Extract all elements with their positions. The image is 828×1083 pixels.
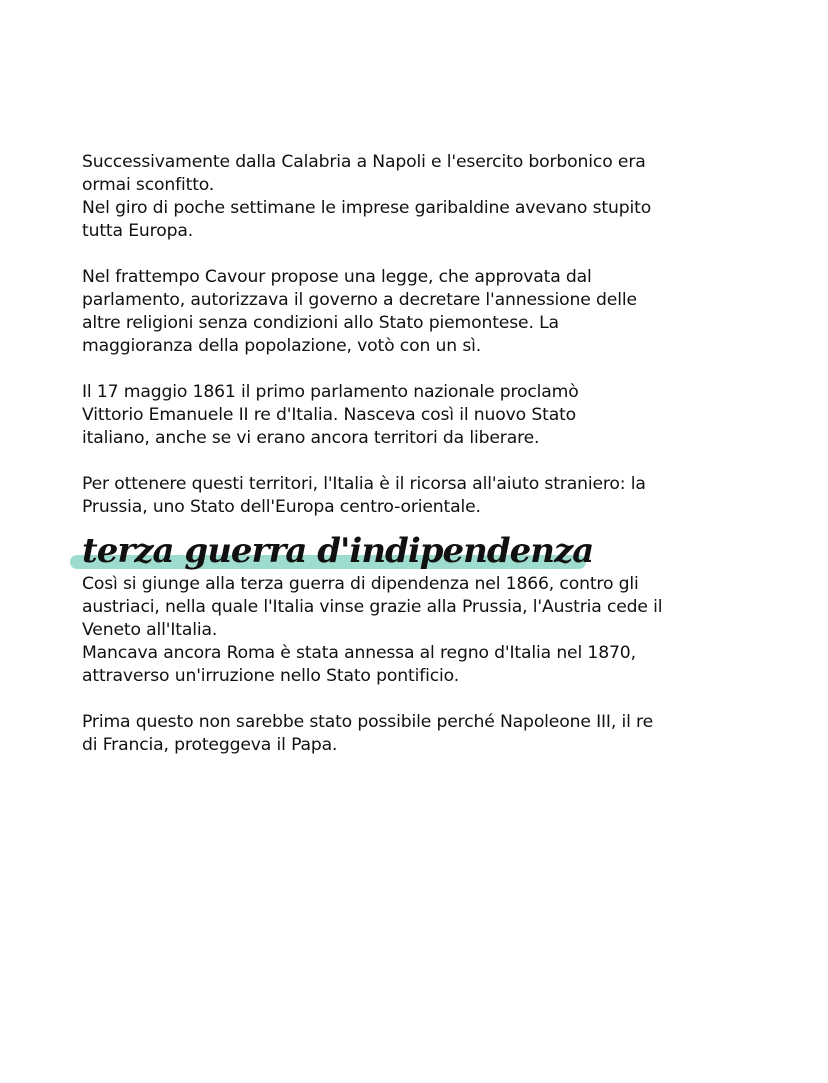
text-line: maggioranza della popolazione, votò con un sì. — [82, 336, 482, 356]
text-line: austriaci, nella quale l'Italia vinse grazie alla Prussia, l'Austria cede il — [82, 597, 663, 617]
text-line: Mancava ancora Roma è stata annessa al regno d'Italia nel 1870, — [82, 643, 636, 663]
section-heading — [82, 529, 762, 579]
text-line: Prussia, uno Stato dell'Europa centro-orientale. — [82, 497, 481, 517]
paragraph-prussia — [82, 473, 762, 519]
text-line: Nel frattempo Cavour propose una legge, che approvata dal — [82, 267, 592, 287]
text-line: Nel giro di poche settimane le imprese garibaldine avevano stupito — [82, 198, 652, 218]
text-line: Veneto all'Italia. — [82, 620, 218, 640]
paragraph-napoleon — [82, 711, 762, 757]
text-line: Vittorio Emanuele II re d'Italia. Nasceva così il nuovo Stato — [82, 405, 577, 425]
document-page — [82, 151, 762, 780]
paragraph-garibaldi — [82, 151, 762, 243]
text-line: di Francia, proteggeva il Papa. — [82, 735, 338, 755]
text-line: ormai sconfitto. — [82, 175, 215, 195]
text-line: Così si giunge alla terza guerra di dipendenza nel 1866, contro gli — [82, 574, 639, 594]
text-line: tutta Europa. — [82, 221, 194, 241]
text-line: italiano, anche se vi erano ancora territori da liberare. — [82, 428, 540, 448]
text-line: attraverso un'irruzione nello Stato pontificio. — [82, 666, 460, 686]
text-line: Successivamente dalla Calabria a Napoli e l'esercito borbonico era — [82, 152, 646, 172]
text-line: Il 17 maggio 1861 il primo parlamento nazionale proclamò — [82, 382, 579, 402]
text-line: altre religioni senza condizioni allo Stato piemontese. La — [82, 313, 559, 333]
paragraph-1861 — [82, 381, 762, 450]
text-line: Per ottenere questi territori, l'Italia è il ricorsa all'aiuto straniero: la — [82, 474, 646, 494]
heading-title: terza guerra d'indipendenza — [82, 531, 594, 571]
text-line: Prima questo non sarebbe stato possibile perché Napoleone III, il re — [82, 712, 653, 732]
paragraph-third-war — [82, 573, 762, 688]
text-line: parlamento, autorizzava il governo a decretare l'annessione delle — [82, 290, 637, 310]
paragraph-cavour — [82, 266, 762, 358]
